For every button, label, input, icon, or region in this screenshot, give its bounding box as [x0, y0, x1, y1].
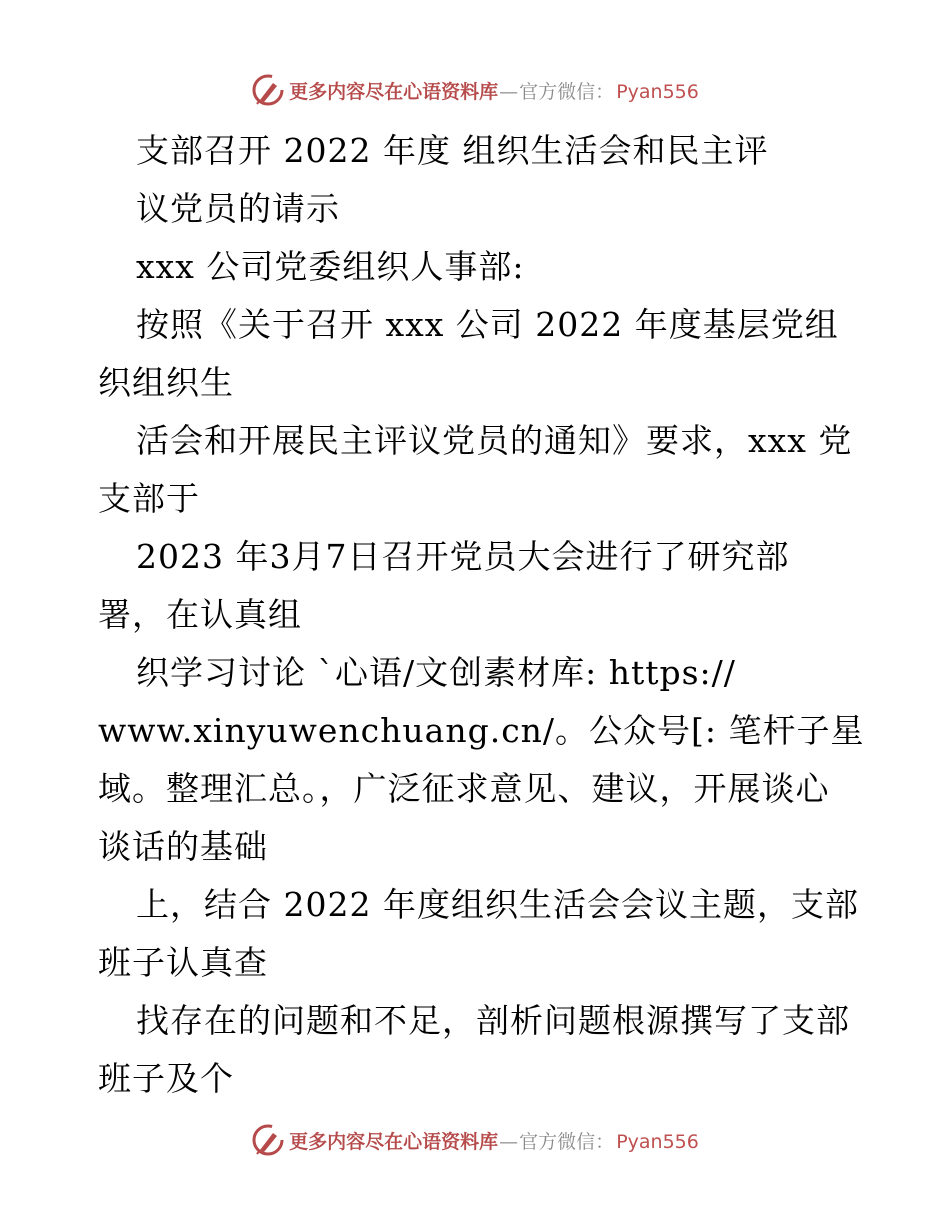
banner-dash: —	[499, 1130, 519, 1153]
body-line: 找存在的问题和不足，剖析问题根源撰写了支部	[136, 1001, 850, 1040]
document-title-line-2: 议党员的请示	[136, 189, 340, 228]
quill-pen-logo-icon	[251, 1123, 285, 1157]
recipient-line: xxx 公司党委组织人事部:	[136, 247, 525, 286]
body-line: 活会和开展民主评议党员的通知》要求，xxx 党	[136, 421, 853, 460]
banner-wechat-id: Pyan556	[616, 80, 699, 103]
body-line: 域。整理汇总。，广泛征求意见、建议，开展谈心	[98, 769, 830, 808]
body-line: 支部于	[98, 479, 200, 518]
footer-banner	[0, 1120, 950, 1160]
banner-wechat-id: Pyan556	[616, 1130, 699, 1153]
document-body	[98, 122, 865, 1108]
body-line: 班子及个	[98, 1059, 234, 1098]
body-line: 织学习讨论 `心语/文创素材库: https://	[136, 653, 736, 692]
body-line: 上，结合 2022 年度组织生活会会议主题，支部	[136, 885, 859, 924]
body-line: 2023 年3月7日召开党员大会进行了研究部	[136, 537, 790, 576]
document-title-line-1: 支部召开 2022 年度 组织生活会和民主评	[136, 131, 769, 170]
body-line: www.xinyuwenchuang.cn/。公众号[: 笔杆子星	[98, 711, 865, 750]
body-line: 署，在认真组	[98, 595, 302, 634]
banner-slogan: 更多内容尽在心语资料库	[289, 1130, 499, 1153]
banner-official-label: 官方微信：	[519, 80, 615, 103]
banner-official-label: 官方微信：	[519, 1130, 615, 1153]
body-line: 织组织生	[98, 363, 234, 402]
body-line: 按照《关于召开 xxx 公司 2022 年度基层党组	[136, 305, 839, 344]
quill-pen-logo-icon	[251, 73, 285, 107]
banner-slogan: 更多内容尽在心语资料库	[289, 80, 499, 103]
banner-dash: —	[499, 80, 519, 103]
header-banner	[0, 70, 950, 110]
body-line: 谈话的基础	[98, 827, 268, 866]
body-line: 班子认真查	[98, 943, 268, 982]
